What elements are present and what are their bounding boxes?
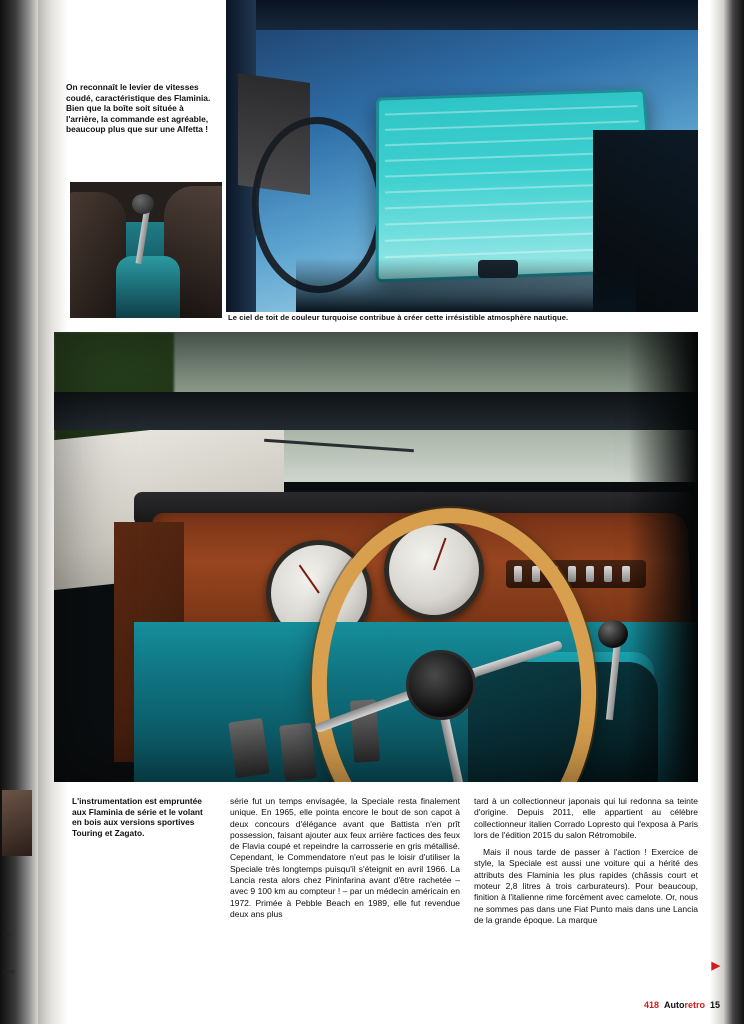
photo-dashboard-shadow [296, 258, 636, 312]
inset-gear-knob [132, 194, 154, 214]
photo-turquoise-hardtop [226, 0, 698, 312]
scan-edge-right [724, 0, 744, 1024]
facing-fragment-line-2: ce [3, 931, 11, 938]
photo-roof-bar [226, 0, 698, 30]
inset-transmission-tunnel [116, 256, 180, 318]
facing-page-thumbnail [2, 790, 32, 856]
body-paragraph: Mais il nous tarde de passer à l'action ! Exercice de style, la Speciale est aussi une voiture qui a hérité des attributs des Flaminia les plus rapides (châssis court et moteur 2,8 litres à trois carburateurs). Pour beaucoup, finition à l'italienne rime forcément avec camelote. Or, nous ne sommes pas dans une Fiat Punto mais dans une Lancia de la grande époque. La marque [474, 847, 698, 925]
brand-suffix: retro [684, 1000, 705, 1010]
caption-top-photo: Le ciel de toit de couleur turquoise contribue à créer cette irrésistible atmosphère nautique. [228, 313, 569, 322]
page-number: 15 [709, 1000, 720, 1010]
magazine-brand [664, 1000, 705, 1010]
page-footer [644, 1000, 720, 1010]
photo-interior-dashboard [54, 332, 698, 782]
issue-number: 418 [643, 1000, 659, 1010]
main-shadow-right [628, 332, 698, 782]
facing-fragment-line-3: ntre [3, 969, 16, 976]
main-brake-pedal [279, 722, 317, 781]
main-steering-wheel-hub [406, 650, 476, 720]
body-column-3 [474, 796, 698, 926]
facing-fragment-line-1: 6 [3, 913, 7, 920]
photo-gear-lever-inset [70, 182, 222, 318]
page-edge-shadow [710, 0, 724, 1024]
caption-main-photo: L'instrumentation est empruntée aux Flaminia de série et le volant en bois aux versions sportives Touring et Zagato. [72, 796, 203, 838]
body-paragraph: tard à un collectionneur japonais qui lui redonna sa teinte d'origine. Depuis 2011, elle appartient au célèbre collectionneur italien Corrado Lopresto qui l'exposa à Paris lors de l'édition 2015 du salon Rétromobile. [474, 796, 698, 840]
facing-page-fragment [0, 790, 36, 990]
body-paragraph: série fut un temps envisagée, la Speciale resta finalement unique. En 1965, elle pointa encore le bout de son capot à deux concours d'élégance avant que Battista n'en prît possession, faisant ajouter aux feux arrière factices des feux de Flavia coupé et repeindre la carrosserie en gris métallisé. Cependant, le Commendatore n'eut pas le loisir d'utiliser la Speciale très longtemps puisqu'il s'éteignit en avril 1966. La Lancia resta alors chez Pininfarina avant d'être rachetée – avec 9 100 km au compteur ! – par un médecin américain en 1972. Primée à Pebble Beach en 1989, elle fut revendue deux ans plus [230, 796, 460, 919]
main-gear-knob [598, 620, 628, 648]
body-column-2 [230, 796, 460, 920]
continuation-arrow-icon: ▶ [711, 960, 720, 972]
main-windshield-frame [54, 392, 698, 430]
pull-quote-gear-lever: On reconnaît le levier de vitesses coudé, caractéristique des Flaminia. Bien que la boîte soit située à l'arrière, la commande est agréable, beaucoup plus que sur une Alfetta ! [66, 82, 211, 135]
brand-prefix: Auto [663, 1000, 685, 1010]
